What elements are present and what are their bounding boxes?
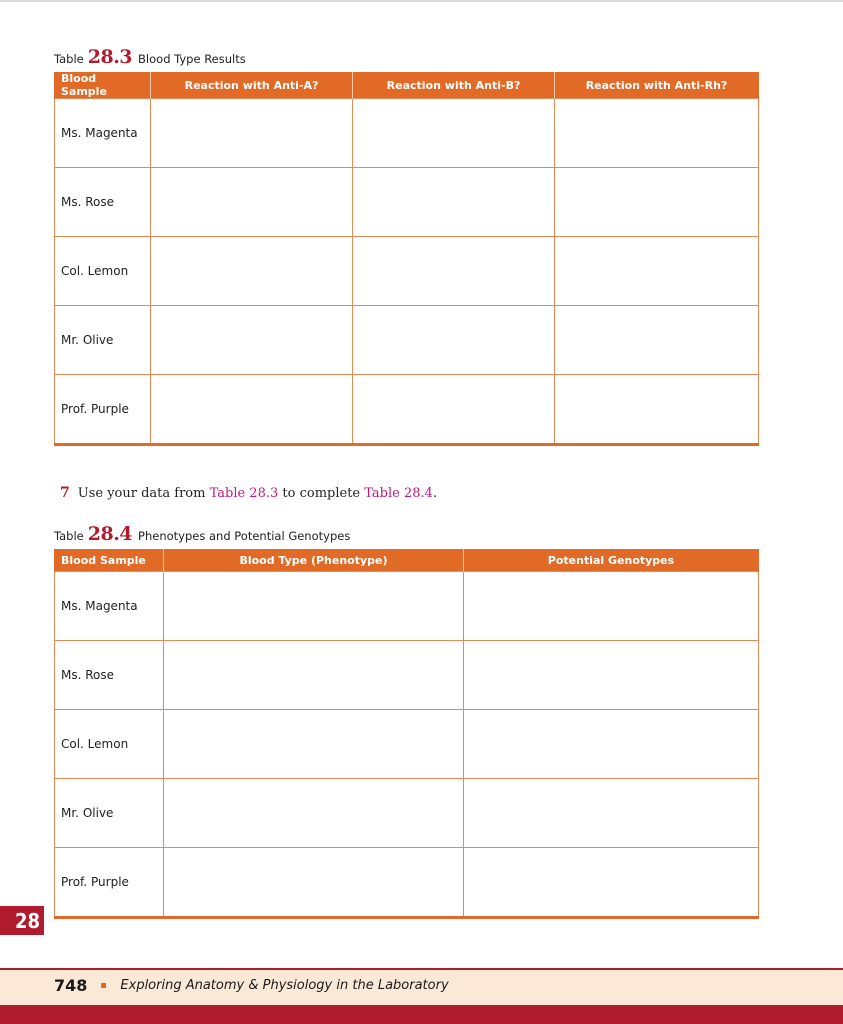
sample-name: Col. Lemon: [55, 237, 151, 306]
phenotype-cell[interactable]: [164, 779, 464, 848]
table-row: [55, 641, 759, 710]
table-row: [55, 848, 759, 918]
top-rule: [0, 0, 843, 2]
anti-rh-cell[interactable]: [555, 375, 759, 445]
question-number: 7: [60, 485, 70, 501]
page-number: 748: [54, 976, 88, 995]
header-anti-a: Reaction with Anti-A?: [151, 72, 353, 99]
table-row: [55, 99, 759, 168]
table-row: [55, 237, 759, 306]
table-row: [55, 779, 759, 848]
genotype-cell[interactable]: [464, 779, 759, 848]
footer-bar: [0, 1005, 843, 1024]
header-blood-type: Blood Type (Phenotype): [164, 549, 464, 572]
header-anti-rh: Reaction with Anti-Rh?: [555, 72, 759, 99]
table-header-row: [55, 72, 759, 99]
phenotypes-genotypes-table: [54, 549, 759, 919]
question-7: [60, 485, 437, 501]
table-28-3-reference[interactable]: Table 28.3: [209, 486, 279, 501]
table-row: [55, 375, 759, 445]
caption-title: Phenotypes and Potential Genotypes: [138, 529, 351, 543]
sample-name: Ms. Rose: [55, 641, 164, 710]
caption-word: Table: [54, 529, 84, 543]
chapter-tab: 28: [0, 906, 44, 935]
anti-rh-cell[interactable]: [555, 237, 759, 306]
header-potential-genotypes: Potential Genotypes: [464, 549, 759, 572]
table-28-4-caption: [54, 523, 350, 545]
anti-b-cell[interactable]: [353, 375, 555, 445]
caption-title: Blood Type Results: [138, 52, 246, 66]
table-row: [55, 306, 759, 375]
book-title: Exploring Anatomy & Physiology in the Laboratory: [120, 978, 449, 993]
anti-rh-cell[interactable]: [555, 306, 759, 375]
table-28-4-reference[interactable]: Table 28.4: [364, 486, 433, 501]
phenotype-cell[interactable]: [164, 710, 464, 779]
header-blood-sample: Blood Sample: [55, 549, 164, 572]
anti-b-cell[interactable]: [353, 168, 555, 237]
sample-name: Prof. Purple: [55, 375, 151, 445]
table-28-3-caption: [54, 46, 246, 68]
phenotype-cell[interactable]: [164, 572, 464, 641]
sample-name: Col. Lemon: [55, 710, 164, 779]
header-anti-b: Reaction with Anti-B?: [353, 72, 555, 99]
table-row: [55, 572, 759, 641]
header-blood-sample: Blood Sample: [55, 72, 151, 99]
genotype-cell[interactable]: [464, 710, 759, 779]
sample-name: Mr. Olive: [55, 779, 164, 848]
table-row: [55, 710, 759, 779]
anti-b-cell[interactable]: [353, 237, 555, 306]
caption-number: 28.3: [87, 46, 133, 68]
anti-rh-cell[interactable]: [555, 99, 759, 168]
caption-word: Table: [54, 52, 84, 66]
anti-a-cell[interactable]: [151, 168, 353, 237]
sample-name: Mr. Olive: [55, 306, 151, 375]
sample-name: Ms. Magenta: [55, 99, 151, 168]
question-text-before: Use your data from: [77, 486, 206, 501]
anti-b-cell[interactable]: [353, 306, 555, 375]
question-text-middle: to complete: [282, 486, 361, 501]
phenotype-cell[interactable]: [164, 641, 464, 710]
sample-name: Prof. Purple: [55, 848, 164, 918]
caption-number: 28.4: [87, 523, 133, 545]
table-row: [55, 168, 759, 237]
anti-a-cell[interactable]: [151, 306, 353, 375]
blood-type-results-table: [54, 72, 759, 446]
genotype-cell[interactable]: [464, 641, 759, 710]
phenotype-cell[interactable]: [164, 848, 464, 918]
anti-b-cell[interactable]: [353, 99, 555, 168]
question-text-end: .: [432, 486, 438, 501]
bullet-separator-icon: [101, 983, 106, 988]
sample-name: Ms. Magenta: [55, 572, 164, 641]
anti-rh-cell[interactable]: [555, 168, 759, 237]
anti-a-cell[interactable]: [151, 237, 353, 306]
sample-name: Ms. Rose: [55, 168, 151, 237]
genotype-cell[interactable]: [464, 848, 759, 918]
page-footer: [54, 976, 449, 995]
anti-a-cell[interactable]: [151, 375, 353, 445]
table-header-row: [55, 549, 759, 572]
anti-a-cell[interactable]: [151, 99, 353, 168]
genotype-cell[interactable]: [464, 572, 759, 641]
